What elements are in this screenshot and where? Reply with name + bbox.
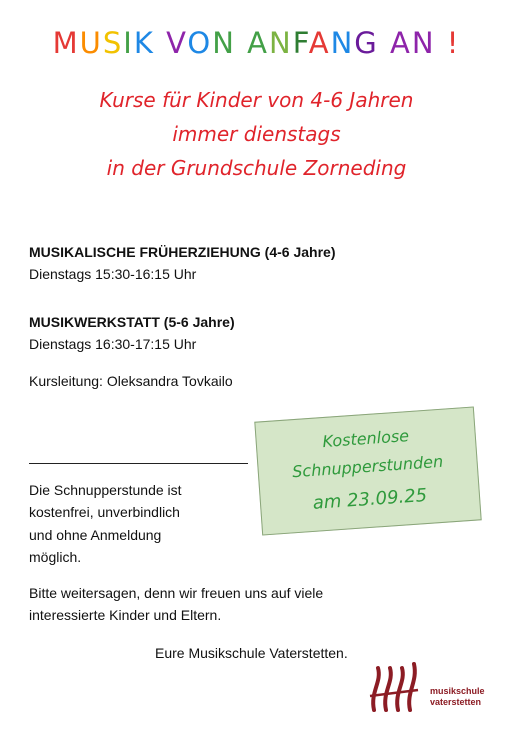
share-line-2: interessierte Kinder und Eltern. bbox=[29, 607, 222, 623]
headline-letter: S bbox=[102, 26, 124, 60]
instructor: Kursleitung: Oleksandra Tovkailo bbox=[29, 373, 233, 389]
headline-letter: N bbox=[212, 26, 236, 60]
headline-letter bbox=[236, 26, 247, 60]
divider bbox=[29, 463, 248, 464]
headline-letter: A bbox=[308, 26, 331, 60]
promo-line-1: Kostenlose bbox=[321, 426, 410, 452]
course-2-name: MUSIKWERKSTATT (5-6 Jahre) bbox=[29, 314, 235, 330]
headline-letter: K bbox=[133, 26, 155, 60]
headline-letter: V bbox=[166, 26, 188, 60]
course-2-time: Dienstags 16:30-17:15 Uhr bbox=[29, 336, 197, 352]
subhead-line-3: in der Grundschule Zorneding bbox=[106, 156, 407, 180]
subhead-line-1: Kurse für Kinder von 4-6 Jahren bbox=[99, 88, 414, 112]
info-line-4: möglich. bbox=[29, 549, 82, 565]
signature: Eure Musikschule Vaterstetten. bbox=[155, 645, 348, 661]
logo-text-line-2: vaterstetten bbox=[430, 697, 482, 707]
headline-letter: U bbox=[79, 26, 103, 60]
headline-letter: N bbox=[411, 26, 436, 60]
course-1-name: MUSIKALISCHE FRÜHERZIEHUNG (4-6 Jahre) bbox=[29, 244, 336, 260]
headline-letter bbox=[379, 26, 390, 60]
headline-letter bbox=[436, 26, 447, 60]
promo-line-3: am 23.09.25 bbox=[312, 484, 428, 514]
share-line-1: Bitte weitersagen, denn wir freuen uns auf viele bbox=[29, 585, 324, 601]
headline-letter: F bbox=[292, 26, 309, 60]
headline-letter: I bbox=[123, 26, 134, 60]
headline-letter: O bbox=[187, 26, 213, 60]
subhead-line-2: immer dienstags bbox=[172, 122, 341, 146]
music-waves-logo-icon bbox=[368, 660, 428, 718]
headline-letter: N bbox=[330, 26, 355, 60]
logo-text-line-1: musikschule bbox=[430, 686, 485, 696]
headline-letter: M bbox=[52, 26, 80, 60]
promo-line-2: Schnupperstunden bbox=[291, 451, 444, 482]
headline-letter: G bbox=[354, 26, 379, 60]
headline-letter: ! bbox=[446, 26, 461, 60]
headline-letter: A bbox=[390, 26, 412, 60]
course-1-time: Dienstags 15:30-16:15 Uhr bbox=[29, 266, 197, 282]
headline-letter bbox=[155, 26, 166, 60]
info-line-1: Die Schnupperstunde ist bbox=[29, 482, 182, 498]
promo-box bbox=[254, 406, 481, 535]
headline bbox=[0, 26, 513, 60]
info-line-2: kostenfrei, unverbindlich bbox=[29, 504, 180, 520]
info-line-3: und ohne Anmeldung bbox=[29, 527, 162, 543]
headline-letter: A bbox=[247, 26, 270, 60]
headline-letter: N bbox=[269, 26, 293, 60]
